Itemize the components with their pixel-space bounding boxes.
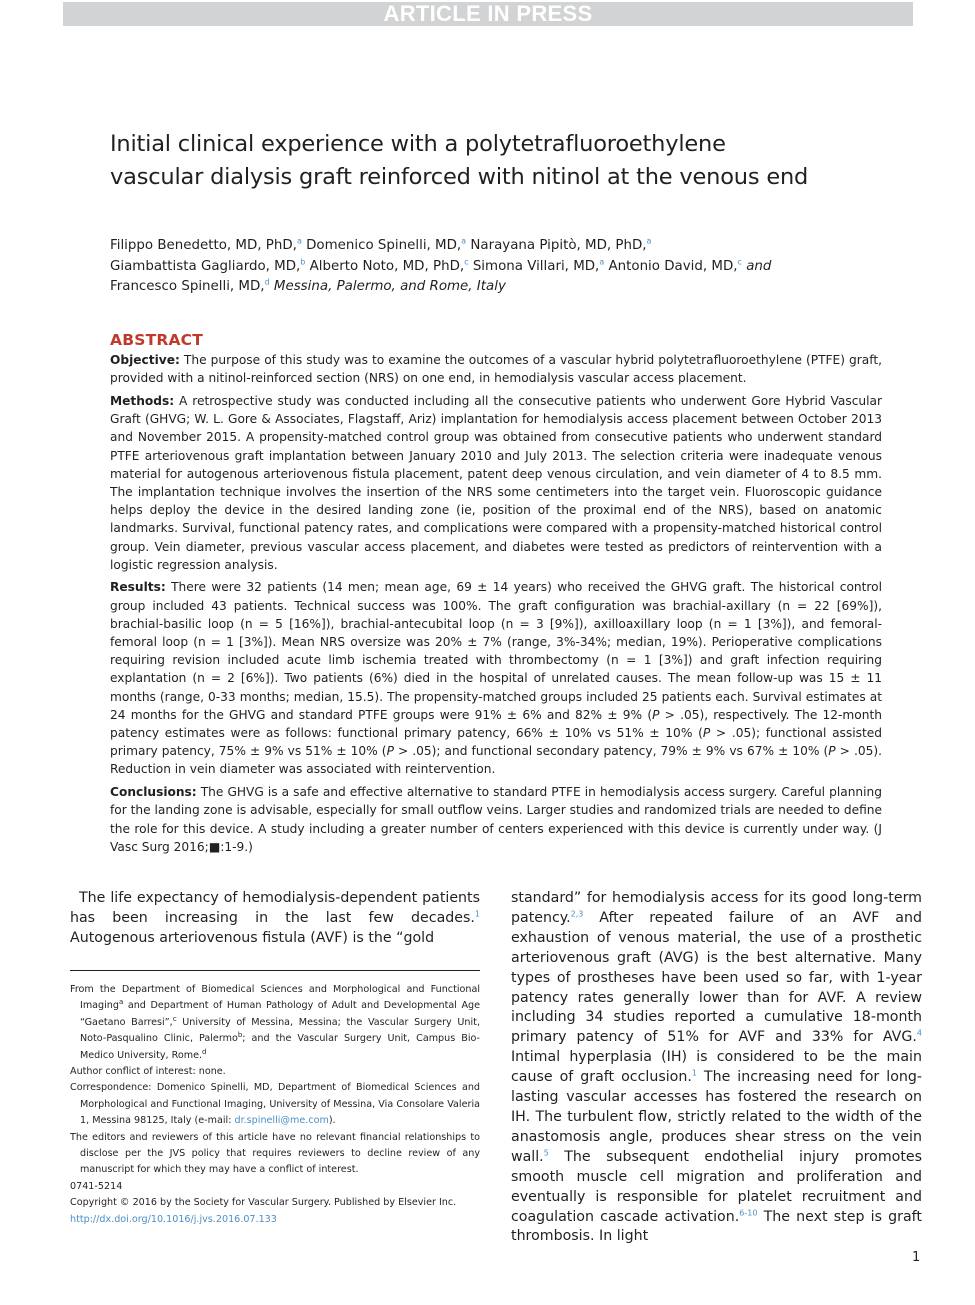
methods-label: Methods:: [110, 393, 175, 408]
p-value-symbol: P: [652, 707, 660, 722]
methods-text: A retrospective study was conducted including all the consecutive patients who underwent Gore Hybrid Vascular Graft (GHVG; W. L. Gore & Associates, Flagstaff, Ariz) implantation for hemodialysis access placement between October 2013 and November 2015. A propensity-matched control group was obtained from consecutive patients who underwent standard PTFE arteriovenous graft implantation between January 2010 and July 2013. The selection criteria were inadequate venous material for autogenous arteriovenous fistula placement, patent deep venous circulation, and vein diameter of 4 to 8.5 mm. The implantation technique involves the insertion of the NRS some centimeters into the target vein. Fluoroscopic guidance helps deploy the device in the desired landing zone (ie, position of the proximal end of the NRS), based on anatomic landmarks. Survival, functional patency rates, and complications were compared with a propensity-matched historical control group. Vein diameter, previous vascular access placement, and diabetes were tested as predictors of reintervention with a logistic regression analysis.: [110, 393, 882, 572]
results-text: > .05); and functional secondary patency, 79% ± 9% vs 67% ± 10% (: [393, 744, 829, 759]
author-name: Antonio David, MD,: [608, 258, 738, 274]
affiliation-marker[interactable]: b: [300, 257, 306, 267]
p-value-symbol: P: [828, 744, 836, 759]
body-text: After repeated failure of an AVF and exhaustion of venous material, the use of a prosthetic arteriovenous graft (AVG) is the best alternative. Many types of prostheses have been used so far, with 1-year patency rates generally lower than for AVF. A review including 34 studies reported a cumulative 18-month primary patency of 51% for AVF and 33% for AVG.: [511, 909, 922, 1046]
body-text: standard” for hemodialysis access for its good long-term patency.: [511, 890, 922, 926]
reference-link[interactable]: 1: [691, 1068, 697, 1078]
author-name: Filippo Benedetto, MD, PhD,: [110, 238, 297, 253]
editors-footnote: The editors and reviewers of this article have no relevant financial relationships to disclose per the JVS policy that requires reviewers to decline review of any manuscript for which they may have a conflict of interest.: [70, 1131, 480, 1176]
intro-paragraph: [70, 889, 480, 949]
body-text: The subsequent endothelial injury promotes smooth muscle cell migration and proliferation and eventually is responsible for platelet recruitment and coagulation cascade activation.: [511, 1148, 922, 1225]
author-name: Simona Villari, MD,: [472, 258, 600, 274]
author-conjunction: and: [746, 258, 772, 274]
body-text: Autogenous arteriovenous fistula (AVF) is the “gold: [70, 929, 435, 946]
author-name: Narayana Pipitò, MD, PhD,: [470, 238, 647, 253]
page-number: 1: [912, 1250, 921, 1265]
email-link[interactable]: dr.spinelli@me.com: [234, 1115, 329, 1127]
doi-link[interactable]: http://dx.doi.org/10.1016/j.jvs.2016.07.133: [70, 1213, 277, 1225]
issn: 0741-5214: [70, 1180, 123, 1192]
body-column-right: [511, 889, 922, 1247]
author-name: Giambattista Gagliardo, MD,: [110, 258, 301, 274]
abstract-results: [110, 578, 882, 778]
author-name: Alberto Noto, MD, PhD,: [309, 258, 465, 274]
objective-text: The purpose of this study was to examine the outcomes of a vascular hybrid polytetrafluoroethylene (PTFE) graft, provided with a nitinol-reinforced section (NRS) on one end, in hemodialysis vascular access placement.: [110, 353, 883, 386]
affiliation-marker: b: [237, 1031, 243, 1040]
author-name: Francesco Spinelli, MD,: [110, 279, 265, 294]
reference-link[interactable]: 5: [543, 1148, 549, 1158]
p-value-symbol: P: [702, 726, 711, 741]
abstract-methods: [110, 392, 882, 574]
affiliation-marker[interactable]: c: [464, 257, 469, 267]
abstract-heading: ABSTRACT: [110, 331, 204, 349]
conflict-footnote: Author conflict of interest: none.: [70, 1066, 226, 1078]
results-text: There were 32 patients (14 men; mean age, 69 ± 14 years) who received the GHVG graft. The historical control group included 43 patients. Technical success was 100%. The graft configuration was brachial-axillary (n = 22 [69%]), brachial-basilic loop (n = 5 [16%]), brachial-antecubital loop (n = 3 [9%]), axilloaxillary loop (n = 1 [3%]), and femoral-femoral loop (n = 1 [3%]). Mean NRS oversize was 20% ± 7% (range, 3%-34%; median, 19%). Perioperative complications requiring revision included acute limb ischemia treated with thrombectomy (n = 1 [3%]) and graft infection requiring explantation (n = 2 [6%]). Two patients (6%) died in the hospital of unrelated causes. The mean follow-up was 15 ± 11 months (range, 0-33 months; median, 15.5). The propensity-matched groups included 25 patients each. Survival estimates at 24 months for the GHVG and standard PTFE groups were 91% ± 6% and 82% ± 9% (: [110, 580, 882, 722]
footnote-text: University of Messina, Messina; the Vascular Surgery Unit, Noto-Pasqualino Clinic, Palermo: [80, 1016, 480, 1045]
affiliation-marker[interactable]: a: [296, 236, 302, 246]
author-name: Domenico Spinelli, MD,: [306, 238, 462, 253]
affiliations-footnote: [70, 982, 480, 1064]
footnote-divider: [70, 970, 480, 971]
footnote-text: Correspondence: Domenico Spinelli, MD, Department of Biomedical Sciences and Morphological and Functional Imaging, University of Messina, Via Consolare Valeria 1, Messina 98125, Italy (e-mail:: [70, 1082, 480, 1127]
body-text: The next step is graft thrombosis. In light: [511, 1208, 922, 1245]
footnote-text: and Department of Human Pathology of Adult and Developmental Age “Gaetano Barresi”,: [80, 1000, 480, 1028]
affiliation-marker[interactable]: d: [264, 277, 270, 287]
affiliation-marker: a: [118, 998, 124, 1007]
body-column-left: [70, 889, 480, 949]
conclusions-text: The GHVG is a safe and effective alternative to standard PTFE in hemodialysis access surgery. Careful planning for the landing zone is advisable, especially for small outflow veins. Larger studies and randomized trials are needed to define the role for this device. A study including a greater number of centers experienced with this device is currently under way. (J Vasc Surg 2016;■:1-9.): [110, 785, 882, 854]
body-paragraph: [511, 889, 922, 1247]
affiliation-marker[interactable]: a: [461, 236, 467, 246]
footnote-text: ).: [328, 1115, 336, 1127]
article-in-press-banner: ARTICLE IN PRESS: [63, 2, 913, 26]
correspondence-footnote: [70, 1080, 480, 1129]
abstract-objective: [110, 351, 882, 387]
objective-label: Objective:: [110, 353, 180, 367]
results-label: Results:: [110, 580, 166, 595]
copyright: Copyright © 2016 by the Society for Vascular Surgery. Published by Elsevier Inc.: [70, 1197, 457, 1209]
abstract-conclusions: [110, 783, 882, 856]
body-text: The increasing need for long-lasting vascular accesses has fostered the research on IH. The turbulent flow, strictly related to the width of the anastomosis angle, produces shear stress on the vein wall.: [511, 1069, 922, 1165]
results-text: > .05), respectively. The 12-month patency estimates were as follows: functional primary patency, 66% ± 10% vs 51% ± 10% (: [110, 707, 882, 741]
footnote-text: ; and the Vascular Surgery Unit, Campus Bio-Medico University, Rome.: [80, 1033, 480, 1061]
results-text: > .05). Reduction in vein diameter was associated with reintervention.: [110, 744, 882, 777]
affiliation-marker: c: [172, 1014, 177, 1023]
author-location: Messina, Palermo, and Rome, Italy: [273, 279, 506, 294]
body-text: The life expectancy of hemodialysis-dependent patients has been increasing in the last few decades.: [70, 890, 480, 926]
affiliation-marker[interactable]: a: [646, 236, 652, 246]
reference-link[interactable]: 2,3: [570, 909, 584, 919]
reference-link[interactable]: 1: [474, 909, 480, 919]
results-text: > .05); functional assisted primary patency, 75% ± 9% vs 51% ± 10% (: [110, 726, 883, 759]
author-list: [110, 236, 890, 298]
footnote-text: From the Department of Biomedical Sciences and Morphological and Functional Imaging: [70, 984, 480, 1012]
footnotes: [70, 982, 480, 1228]
conclusions-label: Conclusions:: [110, 785, 197, 800]
reference-link[interactable]: 4: [916, 1028, 922, 1038]
affiliation-marker: d: [202, 1047, 207, 1056]
article-title: Initial clinical experience with a polytetrafluoroethylene vascular dialysis graft reinforced with nitinol at the venous end: [110, 131, 809, 190]
reference-link[interactable]: 6-10: [739, 1207, 758, 1217]
p-value-symbol: P: [386, 744, 394, 759]
affiliation-marker[interactable]: a: [599, 257, 605, 267]
affiliation-marker[interactable]: c: [737, 257, 742, 267]
abstract-body: [110, 351, 882, 860]
body-text: Intimal hyperplasia (IH) is considered to be the main cause of graft occlusion.: [511, 1049, 922, 1086]
